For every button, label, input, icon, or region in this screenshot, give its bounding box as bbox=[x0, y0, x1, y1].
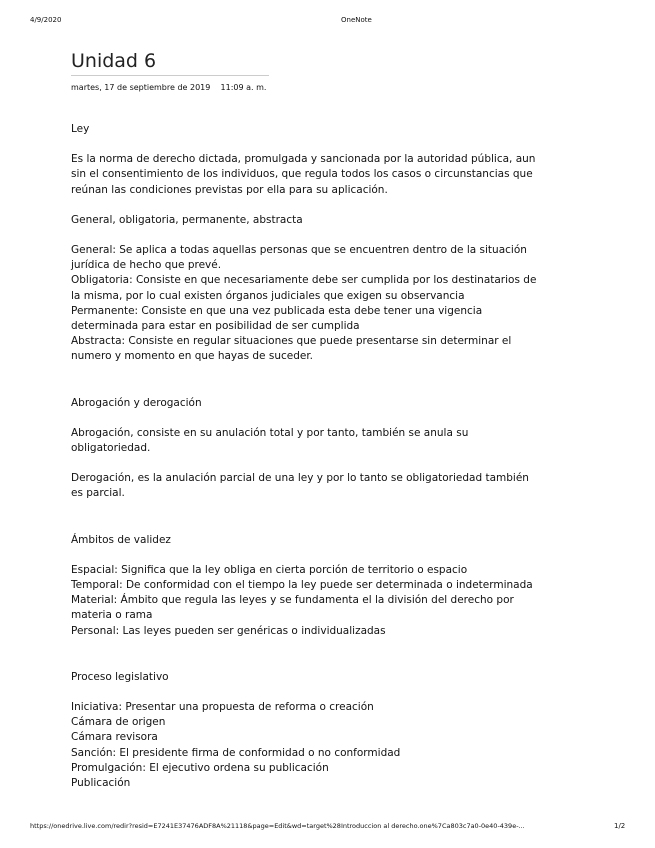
page-number: 1/2 bbox=[614, 822, 626, 830]
proceso-publicacion: Publicación bbox=[71, 777, 131, 790]
page-timestamp bbox=[71, 83, 266, 92]
derogacion-text: Derogación, es la anulación parcial de una ley y por lo tanto se obligatoriedad también es parcial. bbox=[71, 472, 529, 500]
ambito-material: Material: Ámbito que regula las leyes y se fundamenta el la división del derecho por materia o rama bbox=[71, 594, 514, 622]
note-content bbox=[71, 122, 541, 791]
characteristic-permanente: Permanente: Consiste en que una vez publicada esta debe tener una vigencia determinada para estar en posibilidad de ser cumplida bbox=[71, 304, 483, 333]
proceso-camara-revisora: Cámara revisora bbox=[71, 731, 158, 744]
ambito-espacial: Espacial: Significa que la ley obliga en cierta porción de territorio o espacio bbox=[71, 563, 468, 576]
section-heading-abrogacion: Abrogación y derogación bbox=[71, 396, 202, 409]
abrogacion-text: Abrogación, consiste en su anulación total y por tanto, también se anula su obligatoriedad. bbox=[71, 426, 469, 455]
ambito-personal: Personal: Las leyes pueden ser genéricas o individualizadas bbox=[71, 624, 386, 637]
app-title: OneNote bbox=[341, 16, 372, 24]
characteristic-obligatoria: Obligatoria: Consiste en que necesariamente debe ser cumplida por los destinatarios de la misma, por lo cual existen órganos judiciales que exigen su observancia bbox=[71, 274, 537, 302]
source-url[interactable]: https://onedrive.live.com/redir?resid=E7241E37476ADF8A%21118&page=Edit&wd=target%28Introduccion al derecho.one%7Ca803c7a0-0e40-439e-... bbox=[30, 822, 525, 830]
ambito-temporal: Temporal: De conformidad con el tiempo la ley puede ser determinada o indeterminada bbox=[71, 579, 533, 592]
characteristic-general: General: Se aplica a todas aquellas personas que se encuentren dentro de la situación jurídica de hecho que prevé. bbox=[71, 244, 527, 272]
print-date: 4/9/2020 bbox=[30, 16, 62, 24]
proceso-promulgacion: Promulgación: El ejecutivo ordena su publicación bbox=[71, 761, 329, 774]
section-heading-ambitos: Ámbitos de validez bbox=[71, 533, 171, 546]
proceso-iniciativa: Iniciativa: Presentar una propuesta de reforma o creación bbox=[71, 701, 374, 714]
proceso-sancion: Sanción: El presidente firma de conformidad o no conformidad bbox=[71, 746, 401, 759]
page-title: Unidad 6 bbox=[71, 50, 269, 76]
characteristic-abstracta: Abstracta: Consiste en regular situaciones que puede presentarse sin determinar el numero y momento en que hayas de suceder. bbox=[71, 335, 512, 363]
page-time: 11:09 a. m. bbox=[220, 83, 267, 92]
section-heading-ley: Ley bbox=[71, 123, 90, 135]
section-heading-proceso: Proceso legislativo bbox=[71, 670, 169, 683]
ley-definition: Es la norma de derecho dictada, promulgada y sancionada por la autoridad pública, aun sin el consentimiento de los individuos, que regula todos los casos o circunstancias que reúnan las condiciones previstas por ella para su aplicación. bbox=[71, 153, 536, 196]
page-date: martes, 17 de septiembre de 2019 bbox=[71, 83, 211, 92]
ley-characteristics: General, obligatoria, permanente, abstracta bbox=[71, 213, 303, 226]
proceso-camara-origen: Cámara de origen bbox=[71, 716, 166, 729]
